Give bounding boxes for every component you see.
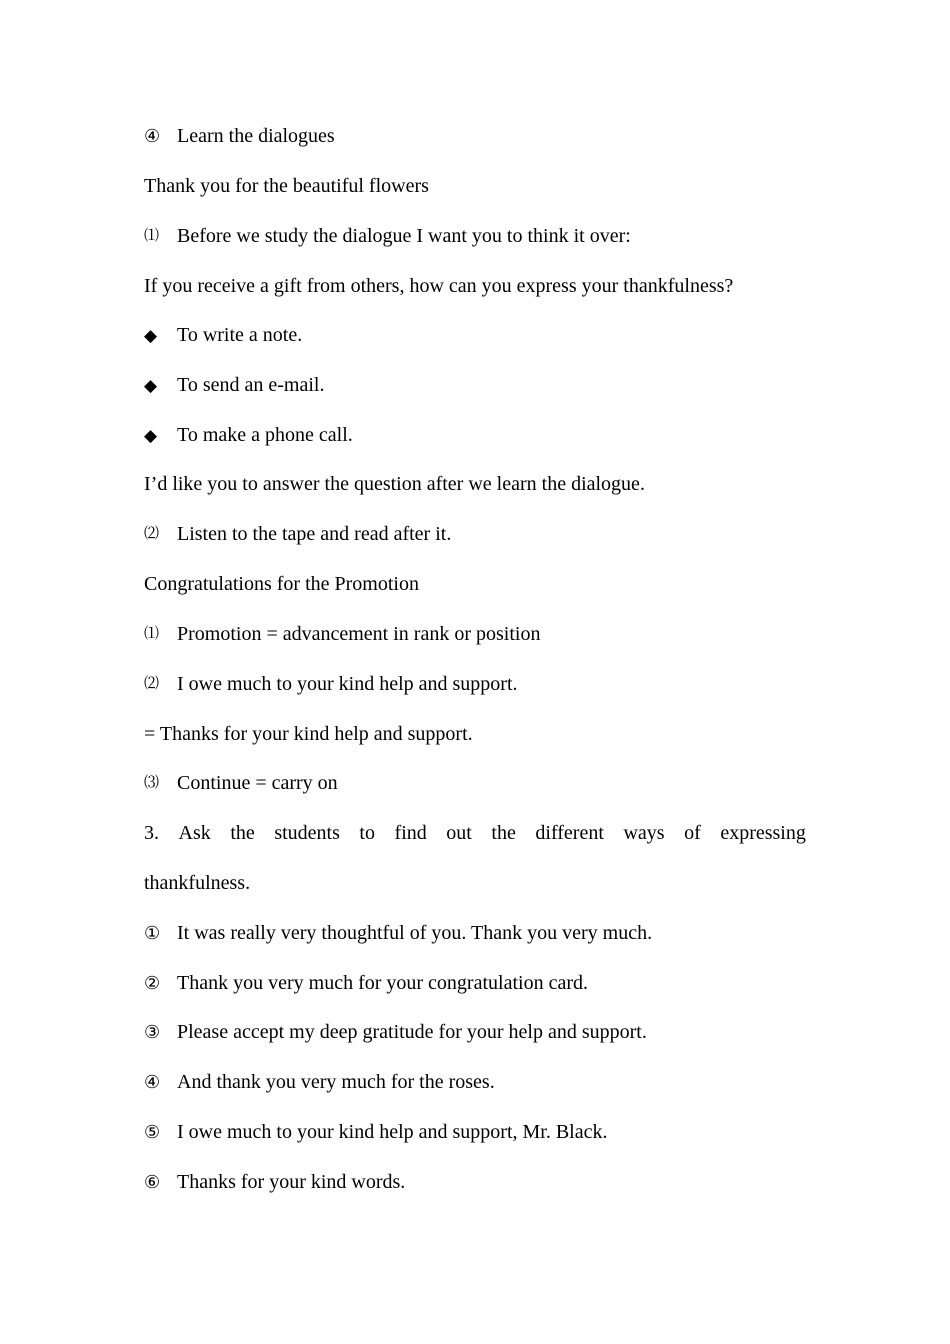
diamond-bullet-icon: ◆: [144, 326, 158, 345]
expression-text: It was really very thoughtful of you. Thank you very much.: [177, 922, 653, 944]
question-text: If you receive a gift from others, how can you express your thankfulness?: [144, 275, 734, 297]
parenthesized-number-marker: ⑶: [144, 775, 160, 791]
expression-item: [144, 920, 806, 946]
bullet-item-text: To make a phone call.: [177, 424, 353, 446]
word: 3.: [144, 822, 159, 844]
numbered-item-text: I owe much to your kind help and support.: [177, 673, 518, 695]
section-heading-text: Learn the dialogues: [177, 125, 335, 147]
word: find: [394, 822, 427, 844]
word: Ask: [178, 822, 211, 844]
expression-item: [144, 1069, 806, 1095]
circled-number-marker: ⑤: [144, 1122, 161, 1142]
bullet-item-text: To send an e-mail.: [177, 374, 325, 396]
numbered-item-text: Before we study the dialogue I want you to think it over:: [177, 225, 631, 247]
circled-number-marker: ③: [144, 1022, 161, 1042]
circled-number-marker: ①: [144, 923, 161, 943]
word: different: [535, 822, 604, 844]
dialogue-title: Congratulations for the Promotion: [144, 573, 419, 595]
word: the: [491, 822, 516, 844]
numbered-item-text: Promotion = advancement in rank or position: [177, 623, 541, 645]
diamond-bullet-icon: ◆: [144, 426, 158, 445]
bullet-item: [144, 422, 806, 449]
numbered-item: [144, 671, 806, 697]
word: of: [684, 822, 701, 844]
numbered-item: [144, 521, 806, 547]
circled-number-marker: ④: [144, 126, 161, 146]
expression-item: [144, 1169, 806, 1195]
numbered-item-text: Continue = carry on: [177, 772, 338, 794]
parenthesized-number-marker: ⑴: [144, 228, 160, 244]
parenthesized-number-marker: ⑴: [144, 626, 160, 642]
bullet-item: [144, 372, 806, 399]
word: the: [230, 822, 255, 844]
bullet-item-text: To write a note.: [177, 324, 303, 346]
expression-text: Thanks for your kind words.: [177, 1171, 406, 1193]
circled-number-marker: ⑥: [144, 1172, 161, 1192]
word: out: [446, 822, 472, 844]
expression-item: [144, 1019, 806, 1045]
expression-text: Please accept my deep gratitude for your help and support.: [177, 1021, 647, 1043]
numbered-item-text: Listen to the tape and read after it.: [177, 523, 452, 545]
dialogue-title: Thank you for the beautiful flowers: [144, 175, 429, 197]
word: ways: [623, 822, 665, 844]
numbered-item: [144, 223, 806, 249]
expression-text: And thank you very much for the roses.: [177, 1071, 495, 1093]
numbered-item: [144, 621, 806, 647]
word: expressing: [720, 822, 806, 844]
circled-number-marker: ④: [144, 1072, 161, 1092]
expression-item: [144, 1119, 806, 1145]
diamond-bullet-icon: ◆: [144, 376, 158, 395]
word: to: [359, 822, 375, 844]
instruction-text: I’d like you to answer the question after we learn the dialogue.: [144, 473, 645, 495]
equivalent-text: = Thanks for your kind help and support.: [144, 723, 473, 745]
numbered-item: [144, 770, 806, 796]
word: students: [274, 822, 340, 844]
expression-item: [144, 970, 806, 996]
step-paragraph-continuation: thankfulness.: [144, 872, 251, 894]
parenthesized-number-marker: ⑵: [144, 526, 160, 542]
expression-text: Thank you very much for your congratulation card.: [177, 972, 588, 994]
step-paragraph-line: [144, 820, 806, 846]
section-heading: [144, 123, 806, 149]
circled-number-marker: ②: [144, 973, 161, 993]
bullet-item: [144, 322, 806, 349]
parenthesized-number-marker: ⑵: [144, 676, 160, 692]
expression-text: I owe much to your kind help and support, Mr. Black.: [177, 1121, 608, 1143]
